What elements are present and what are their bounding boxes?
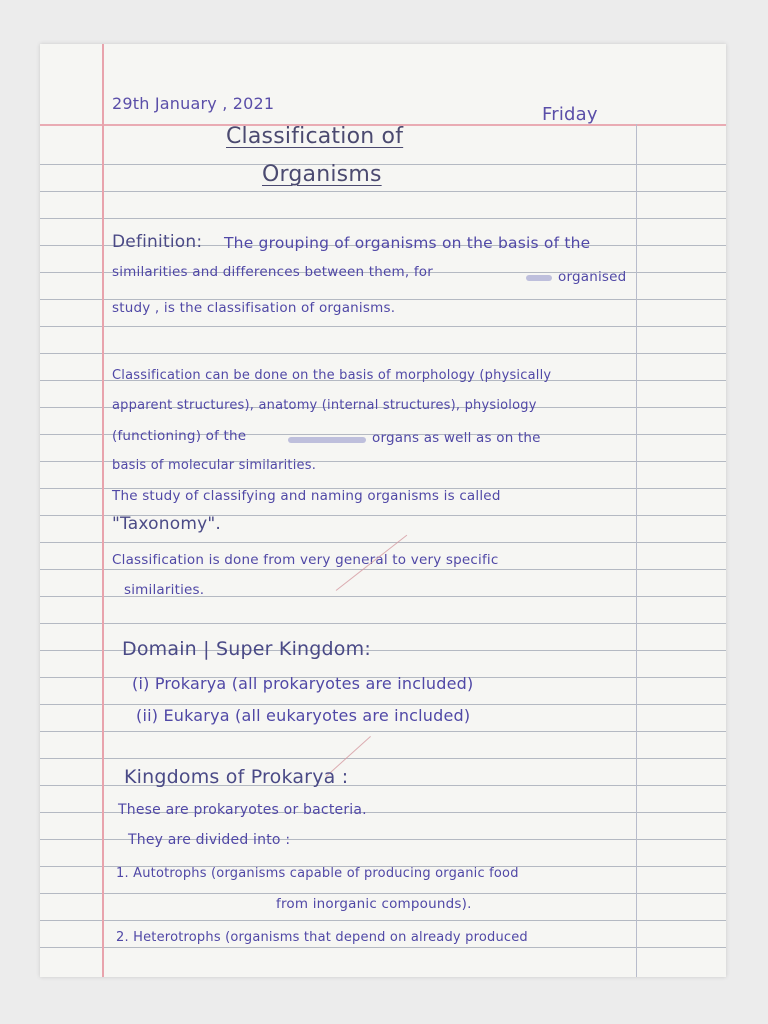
- rule-line: [40, 920, 726, 921]
- para-line7: Classification is done from very general to very specific: [112, 552, 499, 568]
- rule-line: [40, 947, 726, 948]
- rule-line: [40, 218, 726, 219]
- definition-line2b: organised: [558, 269, 627, 285]
- para-line3b: organs as well as on the: [372, 430, 541, 446]
- rule-line: [40, 542, 726, 543]
- para-line4: basis of molecular similarities.: [112, 458, 317, 473]
- rule-line: [40, 731, 726, 732]
- autotrophs-line2: from inorganic compounds).: [276, 896, 472, 912]
- para-line8: similarities.: [124, 582, 205, 598]
- rule-line: [40, 191, 726, 192]
- definition-line1: The grouping of organisms on the basis of the: [224, 234, 591, 252]
- para-line5: The study of classifying and naming organisms is called: [112, 488, 501, 504]
- rule-line: [40, 704, 726, 705]
- rule-line: [40, 164, 726, 165]
- rule-line: [40, 623, 726, 624]
- prokarya-heading: Kingdoms of Prokarya :: [124, 766, 349, 788]
- para-line1: Classification can be done on the basis of morphology (physically: [112, 368, 552, 383]
- definition-line3: study , is the classifisation of organisms.: [112, 300, 396, 316]
- domain-item-prokarya: (i) Prokarya (all prokaryotes are included): [132, 674, 474, 693]
- scribble-strike: [288, 437, 366, 443]
- definition-label: Definition:: [112, 232, 203, 252]
- notebook-page: [40, 44, 726, 977]
- rule-line: [40, 569, 726, 570]
- right-margin-line: [636, 124, 637, 977]
- para-line2: apparent structures), anatomy (internal structures), physiology: [112, 398, 537, 413]
- scribble-strike: [526, 275, 552, 281]
- title-line2: Organisms: [262, 162, 382, 187]
- heterotrophs-line: 2. Heterotrophs (organisms that depend on already produced: [116, 930, 528, 945]
- domain-item-eukarya: (ii) Eukarya (all eukaryotes are included): [136, 706, 471, 725]
- definition-line2a: similarities and differences between them, for: [112, 264, 433, 280]
- taxonomy-term: "Taxonomy".: [112, 514, 221, 534]
- para-line3a: (functioning) of the: [112, 428, 247, 444]
- rule-line: [40, 326, 726, 327]
- rule-line: [40, 893, 726, 894]
- prokarya-line1: These are prokaryotes or bacteria.: [118, 802, 367, 818]
- title-line1: Classification of: [226, 124, 404, 149]
- date-text: 29th January , 2021: [112, 94, 275, 113]
- day-text: Friday: [542, 104, 598, 125]
- prokarya-line2: They are divided into :: [128, 832, 291, 848]
- rule-line: [40, 353, 726, 354]
- rule-line: [40, 758, 726, 759]
- autotrophs-line1: 1. Autotrophs (organisms capable of producing organic food: [116, 866, 519, 881]
- left-margin-line: [102, 44, 104, 977]
- domain-heading: Domain | Super Kingdom:: [122, 638, 371, 660]
